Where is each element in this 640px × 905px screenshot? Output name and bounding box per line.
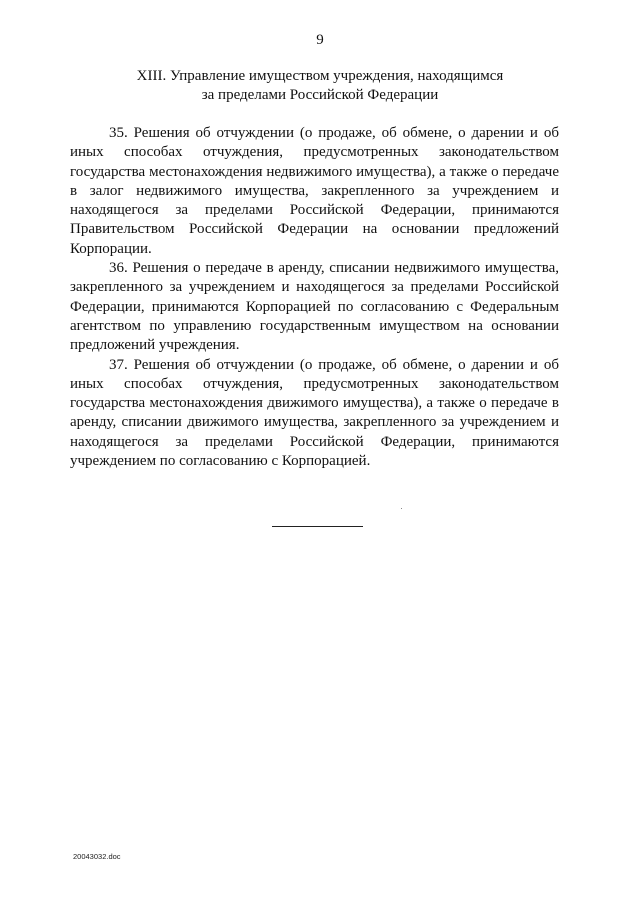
paragraph-35: 35. Решения об отчуждении (о продаже, об обмене, о дарении и об иных способах отчуждения, предусмотренных законодательством государства местонахождения недвижимого имущества), а также о передаче в залог недвижимого имущества, закрепленного за учреждением и находящегося за пределами Российской Федерации, принимаются Правительством Российской Федерации на основании предложений Корпорации. <box>70 125 559 257</box>
end-separator-line <box>272 526 363 527</box>
document-body <box>70 124 559 471</box>
section-heading-line-1: XIII. Управление имуществом учреждения, находящимся <box>136 68 504 84</box>
footer-filename: 20043032.doc <box>73 852 121 861</box>
section-heading-line-2: за пределами Российской Федерации <box>201 87 439 103</box>
page-number: 9 <box>316 32 324 48</box>
paragraph-37: 37. Решения об отчуждении (о продаже, об обмене, о дарении и об иных способах отчуждения, предусмотренных законодательством государства местонахождения движимого имущества), а также о передаче в аренду, списании движимого имущества, закрепленного за учреждением и находящегося за пределами Российской Федерации, принимаются учреждением по согласованию с Корпорацией. <box>70 356 559 470</box>
scan-speck <box>401 508 402 509</box>
section-heading <box>70 67 570 105</box>
paragraph-36: 36. Решения о передаче в аренду, списании недвижимого имущества, закрепленного за учреждением и находящегося за пределами Российской Федерации, принимаются Корпорацией по согласованию с Федеральным агентством по управлению государственным имуществом на основании предложений учреждения. <box>70 260 559 354</box>
